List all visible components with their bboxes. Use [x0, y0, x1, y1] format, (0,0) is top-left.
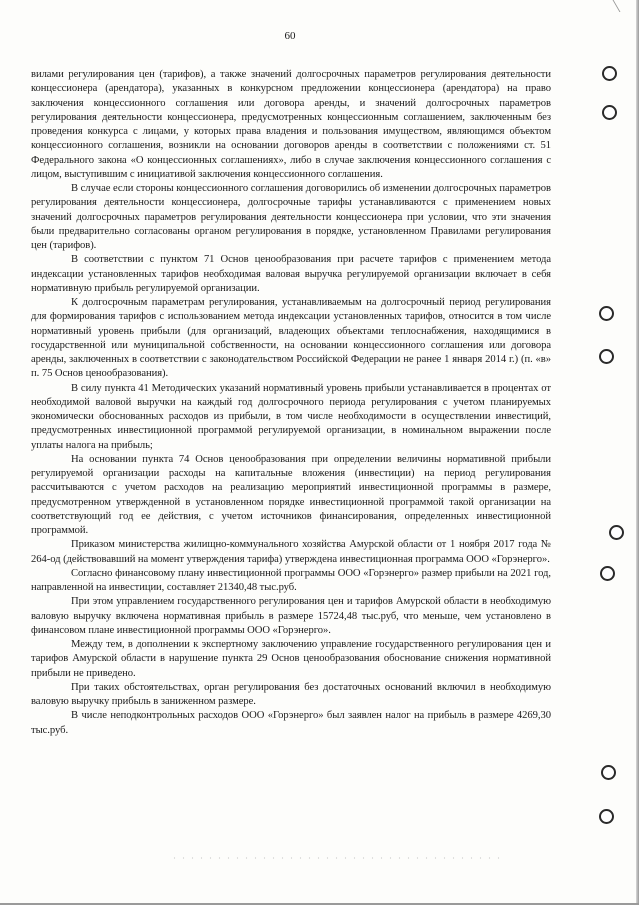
paragraph-9: При этом управлением государственного регулирования цен и тарифов Амурской области в необходимую валовую выручку включена нормативная прибыль в размере 15724,48 тыс.руб, что меньше, чем установлено в финансовом плане инвестиционной программы ООО «Горэнерго». — [31, 596, 551, 636]
paragraph-2: В случае если стороны концессионного соглашения договорились об изменении долгосрочных параметров регулирования деятельности концессионера, долгосрочные тарифы устанавливаются с применением новых значений долгосрочных параметров регулирования деятельности концессионера при условии, что эти значения были предварительно согласованы органом регулирования в порядке, установленном Правилами регулирования цен (тарифов). — [31, 183, 551, 251]
binder-hole-icon — [600, 566, 615, 581]
binder-hole-icon — [602, 105, 617, 120]
binder-hole-icon — [599, 306, 614, 321]
binder-hole-icon — [602, 66, 617, 81]
paragraph-7: Приказом министерства жилищно-коммунального хозяйства Амурской области от 1 ноября 2017 года № 264-од (действовавший на момент утверждения тарифа) утверждена инвестиционная программа ООО «Горэнерго». — [31, 539, 551, 565]
paragraph-8: Согласно финансовому плану инвестиционной программы ООО «Горэнерго» размер прибыли на 2021 год, направленной на инвестиции, составляет 21340,48 тыс.руб. — [31, 567, 551, 593]
paragraph-6: На основании пункта 74 Основ ценообразования при определении величины нормативной прибыли регулируемой организации расходы на капитальные вложения (инвестиции) на период регулирования рассчитываются с учетом расходов на реализацию мероприятий инвестиционной программы в размере, предусмотренном утвержденной в установленном порядке инвестиционной программой такой организации на соответствующий год ее действия, с учетом источников финансирования, определенных инвестиционной программой. — [31, 453, 551, 536]
binder-hole-icon — [599, 349, 614, 364]
paragraph-10: Между тем, в дополнении к экспертному заключению управление государственного регулирования цен и тарифов Амурской области в нарушение пункта 29 Основ ценообразования обоснование снижения нормативной прибыли не приведено. — [31, 639, 551, 679]
paragraph-12: В числе неподконтрольных расходов ООО «Горэнерго» был заявлен налог на прибыль в размере 4269,30 тыс.руб. — [31, 710, 551, 736]
scan-noise — [170, 855, 500, 863]
paragraph-3: В соответствии с пунктом 71 Основ ценообразования при расчете тарифов с применением метода индексации установленных тарифов необходимая валовая выручка регулируемой организации включает в себя нормативную прибыль регулируемой организации. — [31, 254, 551, 294]
binder-hole-icon — [609, 525, 624, 540]
page-number: 60 — [284, 30, 296, 42]
binder-hole-icon — [601, 765, 616, 780]
corner-fold-mark — [613, 0, 639, 12]
document-body — [31, 68, 551, 738]
paragraph-4: К долгосрочным параметрам регулирования, устанавливаемым на долгосрочный период регулирования для формирования тарифов с использованием метода индексации установленных тарифов, относится в том числе нормативный уровень прибыли (для организаций, владеющих объектами теплоснабжения, находящимися в государственной или муниципальной собственности, на основании концессионного соглашения или договора аренды, заключенных в соответствии с законодательством Российской Федерации не ранее 1 января 2014 г.) (п. «в» п. 75 Основ ценообразования). — [31, 297, 551, 380]
binder-hole-icon — [599, 809, 614, 824]
paragraph-11: При таких обстоятельствах, орган регулирования без достаточных оснований включил в необходимую валовую выручку прибыль в заниженном размере. — [31, 681, 551, 707]
paragraph-1: вилами регулирования цен (тарифов), а также значений долгосрочных параметров регулирования деятельности концессионера (арендатора), указанных в конкурсном предложении концессионера (арендатора) на право заключения концессионного соглашения или договора аренды, и значений долгосрочных параметров регулирования деятельности концессионера, предусмотренных концессионным соглашением, заключенным без проведения конкурса с лицами, у которых права владения и пользования имуществом, являющимся объектом концессионного соглашения, возникли на основании договоров аренды в соответствии с положениями ст. 51 Федерального закона «О концессионных соглашениях», либо в случае заключения концессионного соглашения с лицом, выступившим с инициативой заключения концессионного соглашения. — [31, 69, 551, 180]
paragraph-5: В силу пункта 41 Методических указаний нормативный уровень прибыли устанавливается в процентах от необходимой валовой выручки на каждый год долгосрочного периода регулирования с учетом планируемых экономически обоснованных расходов из прибыли, в том числе необходимости в осуществлении инвестиций, предусмотренных инвестиционной программой регулируемой организации, в номинальном выражении после уплаты налога на прибыль; — [31, 382, 551, 451]
